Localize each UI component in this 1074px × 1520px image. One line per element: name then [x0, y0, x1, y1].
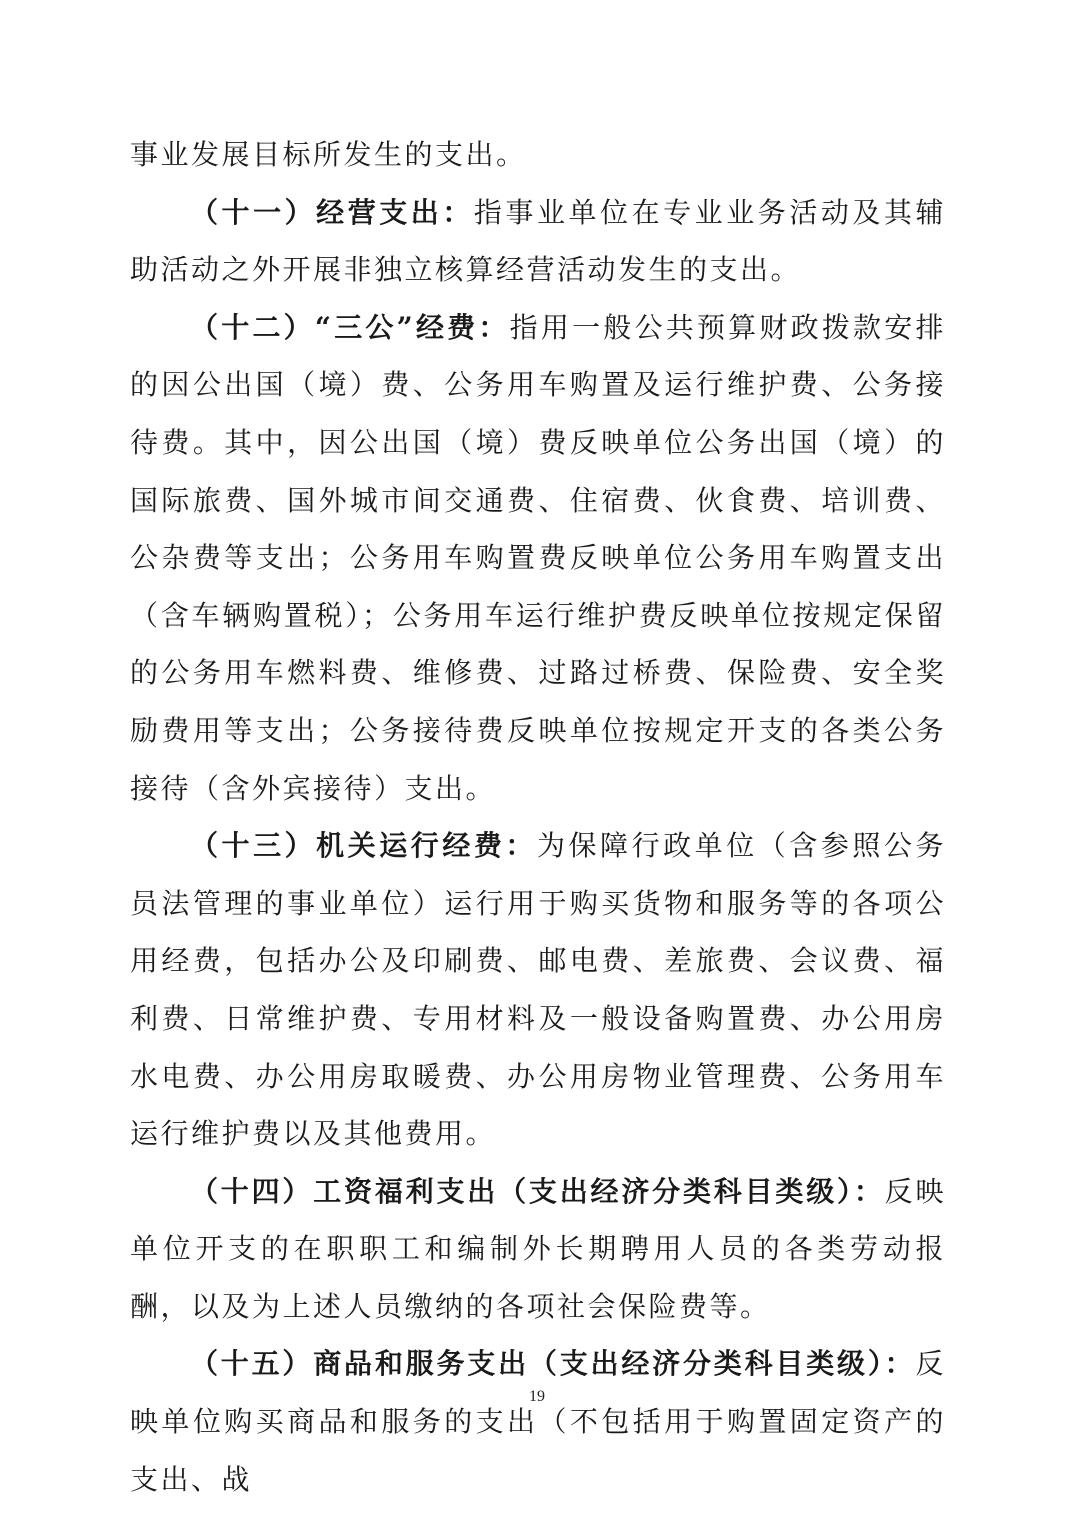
paragraph-text: 为保障行政单位（含参照公务员法管理的事业单位）运行用于购买货物和服务等的各项公用经费，包括办公及印刷费、邮电费、差旅费、会议费、福利费、日常维护费、专用材料及一般设备购置费、办公用房水电费、办公用房取暖费、办公用房物业管理费、公务用车运行维护费以及其他费用。: [130, 829, 946, 1151]
paragraph-text: 反映单位购买商品和服务的支出（不包括用于购置固定资产的支出、战: [130, 1347, 946, 1496]
document-body: [130, 126, 946, 1508]
term-heading: （十三）机关运行经费：: [190, 829, 537, 863]
paragraph-goods-services: [130, 1335, 946, 1508]
paragraph-agency-operating-funds: [130, 817, 946, 1163]
paragraph-text: 事业发展目标所发生的支出。: [130, 138, 527, 171]
paragraph-text: 指用一般公共预算财政拨款安排的因公出国（境）费、公务用车购置及运行维护费、公务接待费。其中，因公出国（境）费反映单位公务出国（境）的国际旅费、国外城市间交通费、住宿费、伙食费、培训费、公杂费等支出；公务用车购置费反映单位公务用车购置支出（含车辆购置税）；公务用车运行维护费反映单位按规定保留的公务用车燃料费、维修费、过路过桥费、保险费、安全奖励费用等支出；公务接待费反映单位按规定开支的各类公务接待（含外宾接待）支出。: [130, 310, 946, 805]
term-heading: （十四）工资福利支出（支出经济分类科目类级）：: [190, 1174, 885, 1208]
paragraph-operating-expenditure: [130, 184, 946, 299]
paragraph-text: 反映单位开支的在职职工和编制外长期聘用人员的各类劳动报酬，以及为上述人员缴纳的各项社会保险费等。: [130, 1174, 946, 1323]
page-number: 19: [529, 1388, 545, 1405]
paragraph-continuation: [130, 126, 946, 184]
term-heading: （十五）商品和服务支出（支出经济分类科目类级）：: [190, 1347, 916, 1381]
paragraph-wage-welfare: [130, 1163, 946, 1336]
term-heading: （十二）“三公”经费：: [190, 310, 510, 344]
term-heading: （十一）经营支出：: [190, 195, 474, 229]
paragraph-three-public-funds: [130, 299, 946, 817]
paragraph-text: 指事业单位在专业业务活动及其辅助活动之外开展非独立核算经营活动发生的支出。: [130, 195, 946, 287]
